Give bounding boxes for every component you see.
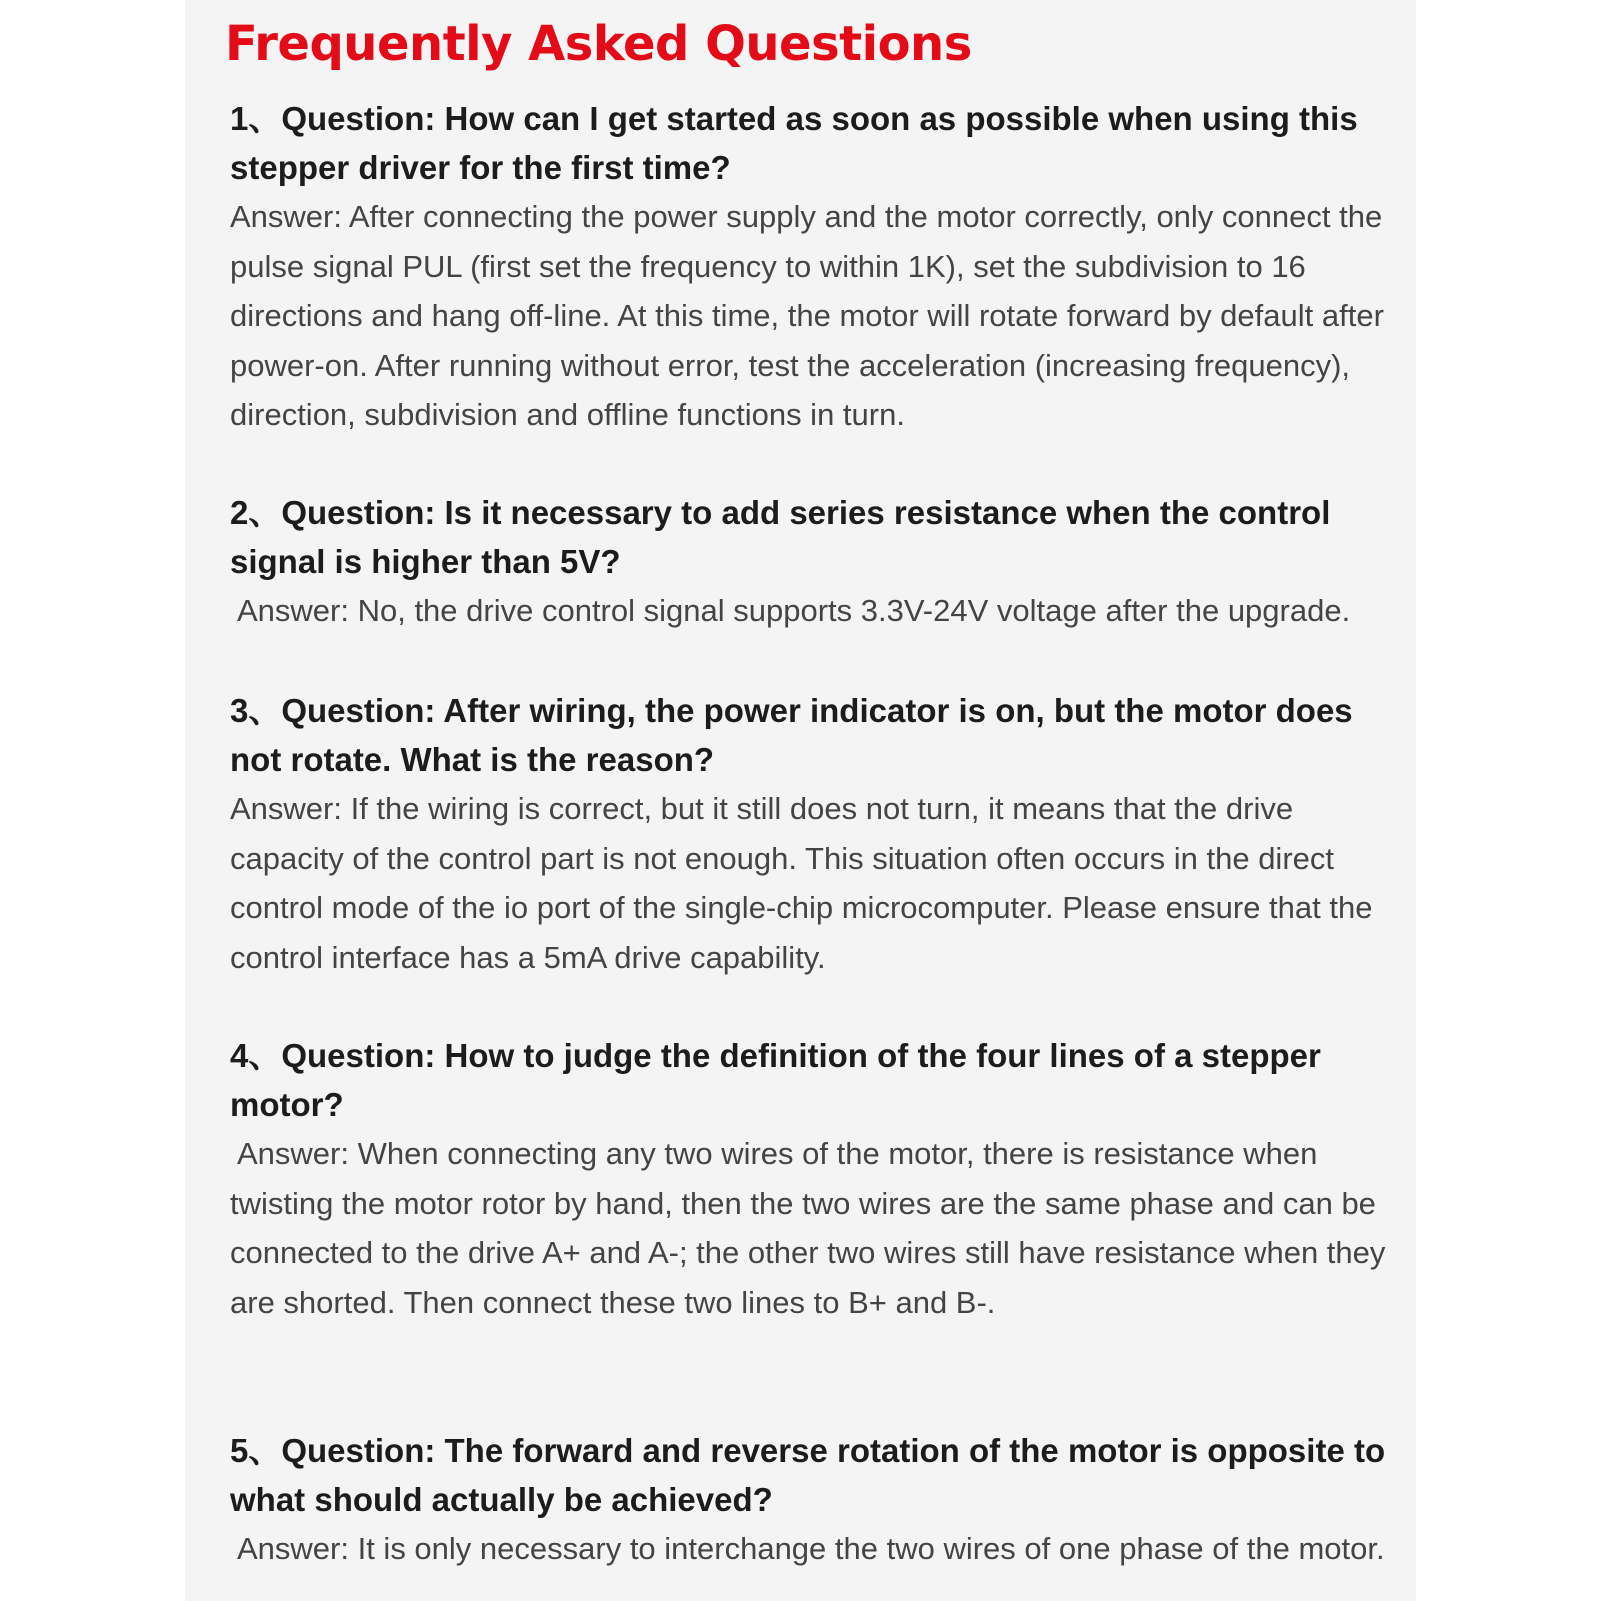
- faq-answer: Answer: It is only necessary to interchange the two wires of one phase of the motor.: [237, 1531, 1385, 1566]
- faq-item: [230, 686, 1392, 982]
- faq-item: [230, 94, 1392, 440]
- faq-item: [230, 1031, 1392, 1327]
- faq-answer: Answer: After connecting the power supply and the motor correctly, only connect the pulse signal PUL (first set the frequency to within 1K), set the subdivision to 16 directions and hang off-line. At this time, the motor will rotate forward by default after power-on. After running without error, test the acceleration (increasing frequency), direction, subdivision and offline functions in turn.: [230, 199, 1384, 432]
- faq-answer: Answer: No, the drive control signal supports 3.3V-24V voltage after the upgrade.: [237, 593, 1351, 628]
- faq-question: 2、Question: Is it necessary to add series resistance when the control signal is higher than 5V?: [230, 494, 1331, 580]
- faq-item: [230, 488, 1392, 636]
- faq-question: 3、Question: After wiring, the power indicator is on, but the motor does not rotate. What is the reason?: [230, 692, 1353, 778]
- faq-question: 1、Question: How can I get started as soon as possible when using this stepper driver for the first time?: [230, 100, 1358, 186]
- faq-answer: Answer: If the wiring is correct, but it still does not turn, it means that the drive capacity of the control part is not enough. This situation often occurs in the direct control mode of the io port of the single-chip microcomputer. Please ensure that the control interface has a 5mA drive capability.: [230, 791, 1373, 975]
- faq-item: [230, 1426, 1392, 1574]
- page-title: Frequently Asked Questions: [225, 16, 972, 72]
- faq-question: 4、Question: How to judge the definition of the four lines of a stepper motor?: [230, 1037, 1321, 1123]
- faq-question: 5、Question: The forward and reverse rotation of the motor is opposite to what should actually be achieved?: [230, 1432, 1386, 1518]
- faq-answer: Answer: When connecting any two wires of the motor, there is resistance when twisting the motor rotor by hand, then the two wires are the same phase and can be connected to the drive A+ and A-; the other two wires still have resistance when they are shorted. Then connect these two lines to B+ and B-.: [230, 1136, 1386, 1320]
